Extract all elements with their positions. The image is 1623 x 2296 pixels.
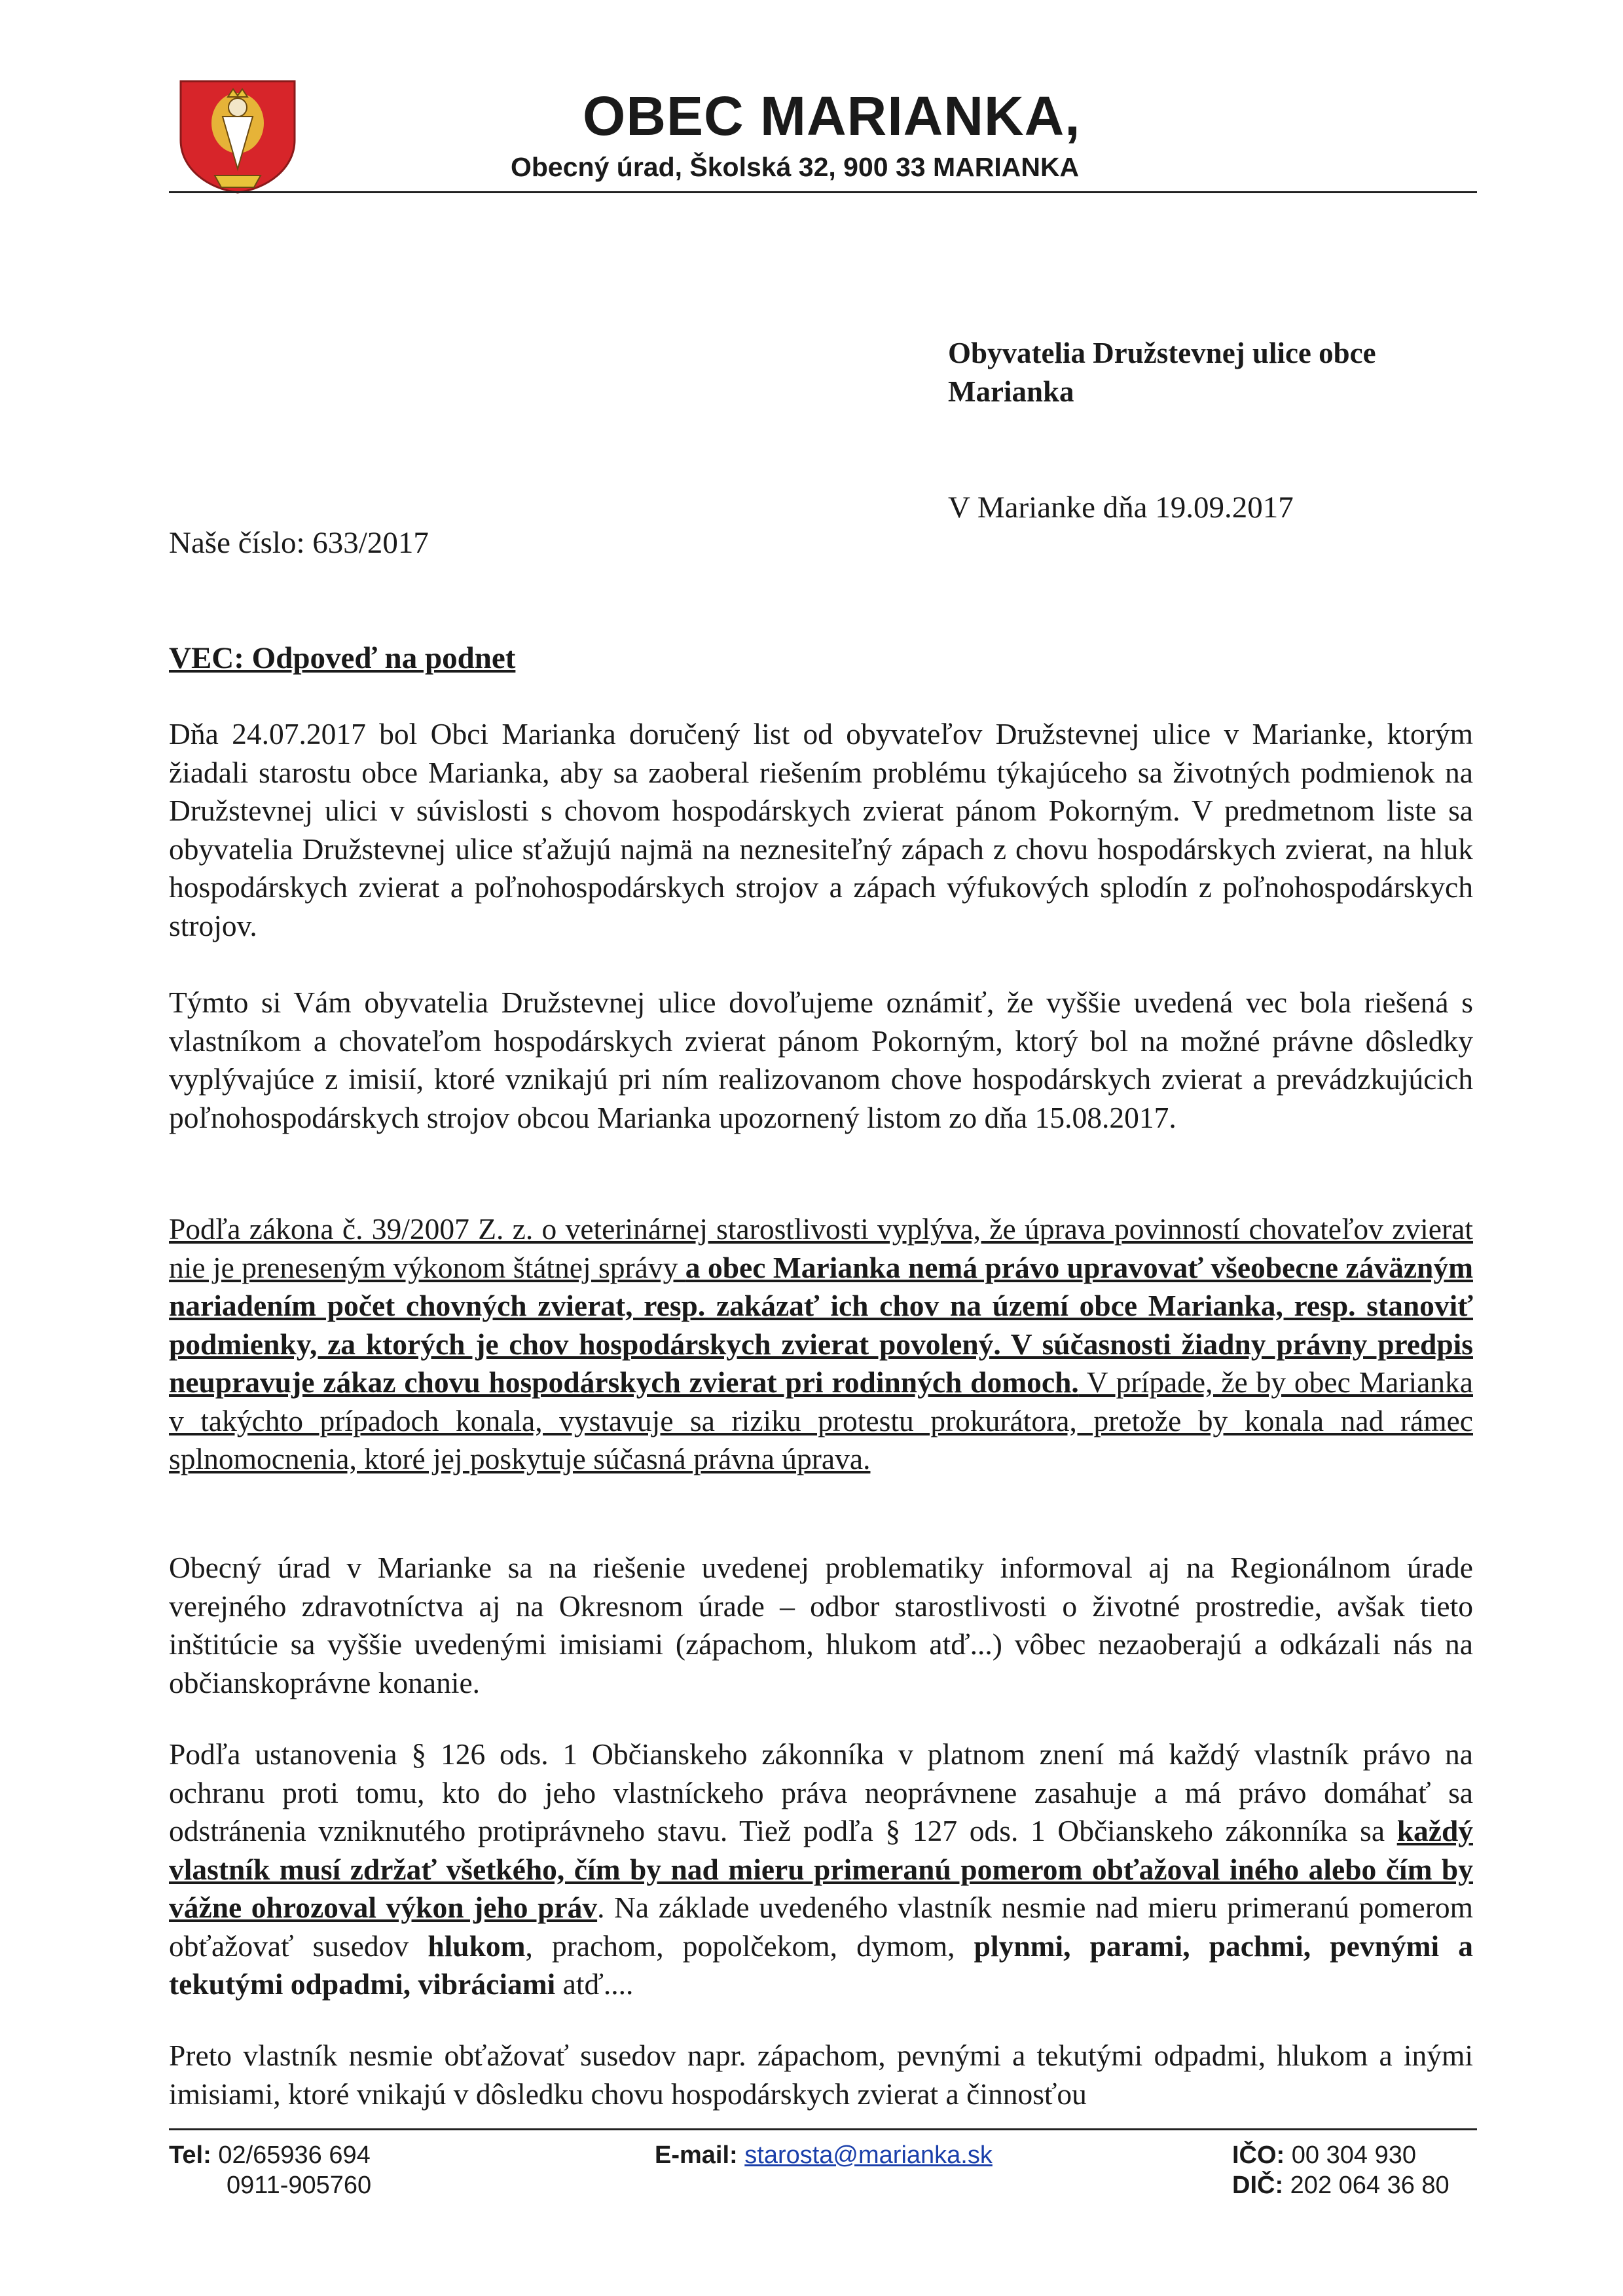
reference-number: Naše číslo: 633/2017 [169, 526, 429, 560]
phone-number-1: 02/65936 694 [218, 2141, 371, 2169]
organization-name: OBEC MARIANKA, [583, 85, 1081, 147]
paragraph-2: Týmto si Vám obyvatelia Družstevnej ulice dovoľujeme oznámiť, že vyššie uvedená vec bola riešená s vlastníkom a chovateľom hospodárskych zvierat pánom Pokorným, ktorý bol na možné právne dôsledky vyplývajúce z imisií, ktoré vznikajú pri ním realizovanom chove hospodárskych zvierat a prevádzkujúcich poľnohospodárskych strojov obcou Marianka upozornený listom zo dňa 15.08.2017. [169, 986, 1473, 1134]
paragraph-5-part-c: . Na základe uvedeného vlastník nesmie nad mieru primeranú pomerom obťažovať susedov [169, 1891, 1473, 1963]
paragraph-6: Preto vlastník nesmie obťažovať susedov napr. zápachom, pevnými a tekutými odpadmi, hlukom a inými imisiami, ktoré vnikajú v dôsledku chovu hospodárskych zvierat a činnosťou [169, 2039, 1473, 2111]
paragraph-5-bold-list: plynmi, parami, pachmi, pevnými a tekutými odpadmi, vibráciami [169, 1929, 1474, 2001]
phone-label: Tel: [169, 2141, 211, 2169]
paragraph-3 [169, 1210, 1473, 1479]
dic-value: 202 064 36 80 [1290, 2172, 1450, 2199]
footer-divider [169, 2128, 1477, 2130]
subject-line: VEC: Odpoveď na podnet [169, 641, 516, 675]
paragraph-5-emphasis: každý vlastník musí zdržať všetkého, čím by nad mieru primeranú pomerom obťažoval iného alebo čím by vážne ohrozoval výkon jeho práv [169, 1814, 1473, 1924]
paragraph-3-emphasis: a obec Marianka nemá právo upravovať všeobecne záväzným nariadením počet chovných zvierat, resp. zakázať ich chov na území obce Marianka, resp. stanoviť podmienky, za ktorých je chov hospodárskych zvierat povolený. V súčasnosti žiadny právny predpis neupravuje zákaz chovu hospodárskych zvierat pri rodinných domoch. [169, 1250, 1473, 1399]
phone-number-2: 0911-905760 [227, 2172, 372, 2199]
paragraph-5-bold-noise: hlukom [428, 1929, 526, 1963]
footer-email [655, 2140, 993, 2170]
recipient-line-1: Obyvatelia Družstevnej ulice obce [948, 337, 1376, 369]
paragraph-1: Dňa 24.07.2017 bol Obci Marianka doručený list od obyvateľov Družstevnej ulice v Marianke, ktorým žiadali starostu obce Marianka, aby sa zaoberal riešením problému týkajúceho sa životných podmienok na Družstevnej ulici v súvislosti s chovom hospodárskych zvierat pánom Pokorným. V predmetnom liste sa obyvatelia Družstevnej ulice sťažujú najmä na neznesiteľný zápach z chovu hospodárskych zvierat, na hluk hospodárskych zvierat a poľnohospodárskych strojov a zápach výfukových splodín z poľnohospodárskych strojov. [169, 717, 1473, 942]
coat-of-arms-icon [175, 77, 300, 194]
paragraph-3-part-c: V prípade, že by obec Marianka v takýchto prípadoch konala, vystavuje sa riziku protestu prokurátora, pretože by konala nad rámec splnomocnenia, ktoré jej poskytuje súčasná právna úprava. [169, 1365, 1473, 1475]
email-label: E-mail: [655, 2141, 738, 2169]
letter-date: V Marianke dňa 19.09.2017 [948, 491, 1294, 525]
dic-label: DIČ: [1232, 2172, 1284, 2199]
ico-value: 00 304 930 [1291, 2141, 1416, 2169]
email-link[interactable]: starosta@marianka.sk [744, 2141, 993, 2169]
recipient-block [948, 334, 1472, 411]
paragraph-5 [169, 1735, 1473, 2004]
paragraph-4: Obecný úrad v Marianke sa na riešenie uvedenej problematiky informoval aj na Regionálnom úrade verejného zdravotníctva aj na Okresnom úrade – odbor starostlivosti o životné prostredie, avšak tieto inštitúcie sa vyššie uvedenými imisiami (zápachom, hlukom atď...) vôbec nezaoberajú a odkázali nás na občianskoprávne konanie. [169, 1551, 1473, 1699]
paragraph-3-part-a: Podľa zákona č. 39/2007 Z. z. o veterinárnej starostlivosti vyplýva, že úprava povinností chovateľov zvierat nie je preneseným výkonom štátnej správy [169, 1212, 1473, 1284]
ico-label: IČO: [1232, 2141, 1285, 2169]
footer-phone [169, 2140, 371, 2200]
recipient-line-2: Marianka [948, 375, 1074, 408]
paragraph-5-part-g: atď.... [555, 1967, 634, 2001]
paragraph-5-part-e: , prachom, popolčekom, dymom, [525, 1929, 974, 1963]
header-divider [169, 191, 1477, 193]
paragraph-5-part-a: Podľa ustanovenia § 126 ods. 1 Občianskeho zákonníka v platnom znení má každý vlastník právo na ochranu proti tomu, kto do jeho vlastníckeho práva neoprávnene zasahuje a má právo domáhať sa odstránenia vzniknutého protiprávneho stavu. Tiež podľa § 127 ods. 1 Občianskeho zákonníka sa [169, 1737, 1473, 1847]
organization-address: Obecný úrad, Školská 32, 900 33 MARIANKA [511, 152, 1080, 182]
footer-company-ids [1232, 2140, 1450, 2200]
